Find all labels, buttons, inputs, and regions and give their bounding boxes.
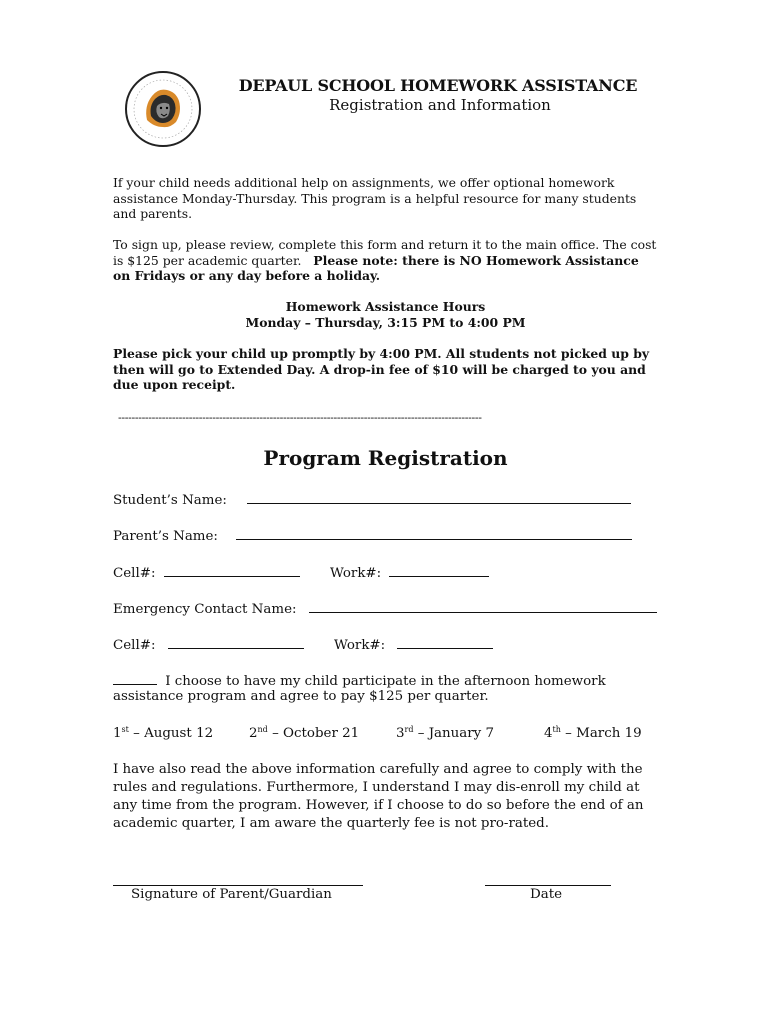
school-logo [124, 70, 202, 148]
work-label-2: Work#: [334, 638, 386, 653]
parent-name-label: Parent’s Name: [113, 529, 218, 544]
hours-value: Monday – Thursday, 3:15 PM to 4:00 PM [245, 315, 526, 330]
date-field[interactable] [485, 885, 611, 886]
registration-heading: Program Registration [263, 446, 508, 470]
signature-field[interactable] [113, 885, 363, 886]
phone-row [113, 563, 489, 581]
student-name-field[interactable] [247, 490, 631, 504]
document-subtitle: Registration and Information [329, 96, 551, 114]
emergency-field[interactable] [309, 599, 657, 613]
date-label: Date [530, 887, 563, 902]
choose-text-2: assistance program and agree to pay $125 per quarter. [113, 689, 489, 704]
emergency-row [113, 599, 657, 617]
work-field[interactable] [389, 563, 489, 577]
choose-text-1: I choose to have my child participate in the afternoon homework [165, 674, 606, 689]
agreement-paragraph: I have also read the above information carefully and agree to comply with the rules and regulations. Furthermore, I understand I may dis-enroll my child at any time from the program. However, if I choose to do so before the end of an academic quarter, I am aware the quarterly fee is not pro-rated. [113, 762, 644, 831]
friday-note: Please note: there is NO Homework Assistance on Fridays or any day before a holiday. [113, 252, 639, 283]
quarter-4: 4th – March 19 [544, 725, 642, 741]
quarter-1: 1st – August 12 [113, 725, 214, 741]
cell-label-2: Cell#: [113, 638, 156, 653]
lion-seal-logo-icon [124, 70, 202, 148]
pickup-paragraph: Please pick your child up promptly by 4:00 PM. All students not picked up by then will go to Extended Day. A drop-in fee of $10 will be charged to you and due upon receipt. [113, 346, 650, 392]
signature-label: Signature of Parent/Guardian [131, 887, 332, 902]
signup-text: To sign up, please review, complete this form and return it to the main office. The cost is $125 per academic quarter. [113, 237, 657, 268]
phone-row-2 [113, 635, 493, 653]
section-divider: ------------------------------------------------------------------------------------------------------------ [118, 411, 482, 424]
cell-field[interactable] [164, 563, 300, 577]
work-label: Work#: [330, 566, 382, 581]
student-name-row [113, 490, 631, 508]
student-name-label: Student’s Name: [113, 493, 227, 508]
participation-initial-field[interactable] [113, 671, 157, 685]
signup-paragraph [113, 237, 658, 284]
cell-label: Cell#: [113, 566, 156, 581]
hours-title: Homework Assistance Hours [285, 299, 486, 314]
choose-row [113, 671, 606, 689]
cell-field-2[interactable] [168, 635, 304, 649]
quarter-2: 2nd – October 21 [249, 725, 360, 741]
work-field-2[interactable] [397, 635, 493, 649]
intro-paragraph: If your child needs additional help on assignments, we offer optional homework assistance Monday-Thursday. This program is a helpful resource for many students and parents. [113, 175, 637, 221]
parent-name-row [113, 526, 632, 544]
quarter-3: 3rd – January 7 [396, 725, 495, 741]
emergency-label: Emergency Contact Name: [113, 602, 297, 617]
parent-name-field[interactable] [236, 526, 632, 540]
document-title: DEPAUL SCHOOL HOMEWORK ASSISTANCE [238, 76, 638, 95]
